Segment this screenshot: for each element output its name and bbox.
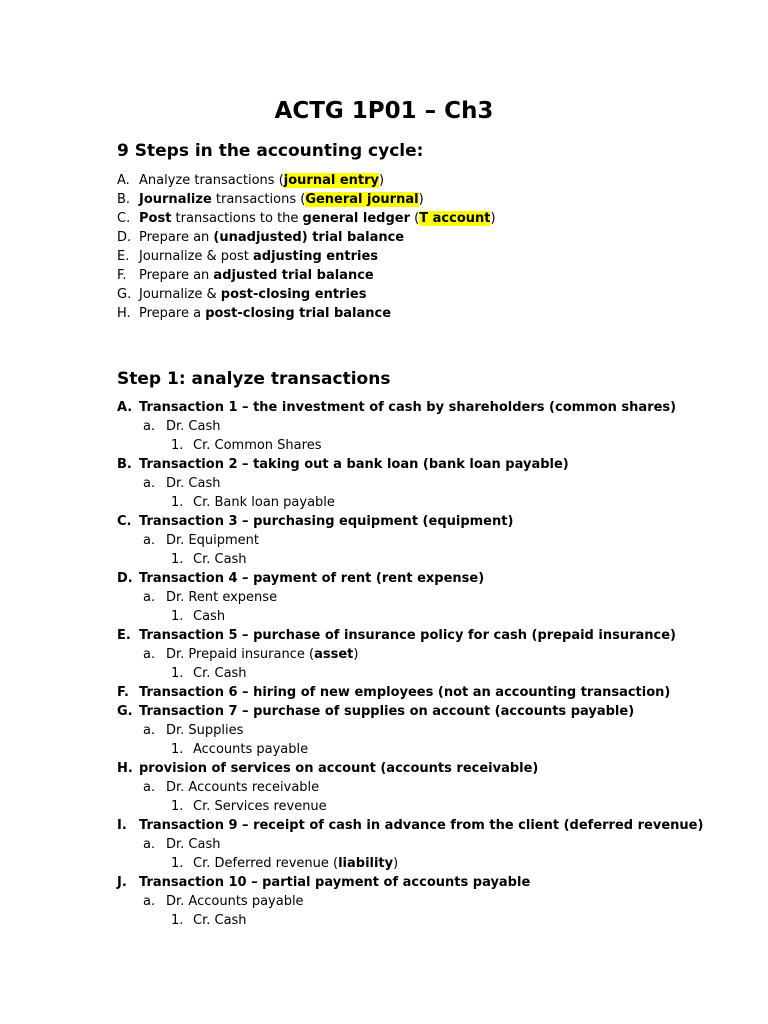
transaction-title: Transaction 10 – partial payment of accounts payable	[139, 875, 531, 890]
credit-marker: 1.	[171, 495, 184, 510]
debit-marker: a.	[143, 723, 156, 738]
transaction-marker: J.	[117, 875, 127, 890]
document-title: ACTG 1P01 – Ch3	[274, 98, 494, 124]
credit-entry: Accounts payable	[193, 742, 309, 757]
credit-entry: Cr. Cash	[193, 552, 247, 567]
transaction-title: Transaction 1 – the investment of cash by shareholders (common shares)	[139, 400, 677, 415]
cycle-step: Post transactions to the general ledger (T account)	[139, 211, 496, 226]
transaction-marker: I.	[117, 818, 127, 833]
highlighted-term: journal entry	[283, 173, 380, 188]
step1-heading: Step 1: analyze transactions	[117, 369, 391, 389]
transaction-marker: H.	[117, 761, 133, 776]
cycle-step-marker: D.	[117, 230, 132, 245]
transaction-marker: G.	[117, 704, 133, 719]
cycle-step: Journalize & post adjusting entries	[139, 249, 379, 264]
credit-entry: Cr. Services revenue	[193, 799, 327, 814]
credit-marker: 1.	[171, 552, 184, 567]
cycle-step: Journalize & post-closing entries	[139, 287, 367, 302]
cycle-step: Prepare an adjusted trial balance	[139, 268, 374, 283]
debit-entry: Dr. Cash	[166, 419, 221, 434]
transaction-marker: B.	[117, 457, 132, 472]
cycle-step-marker: E.	[117, 249, 130, 264]
credit-marker: 1.	[171, 799, 184, 814]
credit-entry: Cr. Cash	[193, 666, 247, 681]
debit-marker: a.	[143, 419, 156, 434]
transaction-marker: E.	[117, 628, 131, 643]
credit-marker: 1.	[171, 856, 184, 871]
transaction-title: Transaction 3 – purchasing equipment (equipment)	[139, 514, 514, 529]
highlighted-term: General journal	[305, 192, 419, 207]
debit-entry: Dr. Accounts receivable	[166, 780, 320, 795]
transaction-title: Transaction 9 – receipt of cash in advance from the client (deferred revenue)	[139, 818, 704, 833]
cycle-step: Journalize transactions (General journal)	[139, 192, 424, 207]
cycle-step: Prepare a post-closing trial balance	[139, 306, 392, 321]
debit-marker: a.	[143, 780, 156, 795]
credit-entry: Cr. Common Shares	[193, 438, 322, 453]
credit-entry: Cr. Cash	[193, 913, 247, 928]
debit-marker: a.	[143, 476, 156, 491]
debit-entry: Dr. Supplies	[166, 723, 244, 738]
debit-entry: Dr. Rent expense	[166, 590, 278, 605]
highlighted-term: T account	[419, 211, 491, 226]
cycle-step-marker: H.	[117, 306, 131, 321]
debit-marker: a.	[143, 533, 156, 548]
transaction-title: Transaction 6 – hiring of new employees (not an accounting transaction)	[139, 685, 671, 700]
cycle-step-marker: B.	[117, 192, 131, 207]
debit-entry: Dr. Prepaid insurance (asset)	[166, 647, 359, 662]
transaction-marker: C.	[117, 514, 132, 529]
credit-marker: 1.	[171, 609, 184, 624]
cycle-step: Prepare an (unadjusted) trial balance	[139, 230, 405, 245]
cycle-step-marker: G.	[117, 287, 132, 302]
transaction-marker: A.	[117, 400, 133, 415]
credit-entry: Cr. Bank loan payable	[193, 495, 335, 510]
debit-entry: Dr. Cash	[166, 476, 221, 491]
credit-entry: Cash	[193, 609, 226, 624]
cycle-heading: 9 Steps in the accounting cycle:	[117, 141, 424, 161]
transaction-title: Transaction 7 – purchase of supplies on account (accounts payable)	[139, 704, 635, 719]
transaction-marker: F.	[117, 685, 129, 700]
transaction-title: provision of services on account (accounts receivable)	[139, 761, 539, 776]
cycle-step: Analyze transactions (journal entry)	[139, 173, 385, 188]
debit-marker: a.	[143, 647, 156, 662]
debit-marker: a.	[143, 590, 156, 605]
credit-marker: 1.	[171, 913, 184, 928]
debit-entry: Dr. Accounts payable	[166, 894, 304, 909]
cycle-step-marker: F.	[117, 268, 127, 283]
debit-marker: a.	[143, 837, 156, 852]
cycle-step-marker: A.	[117, 173, 130, 188]
debit-entry: Dr. Equipment	[166, 533, 259, 548]
transaction-marker: D.	[117, 571, 133, 586]
transaction-title: Transaction 4 – payment of rent (rent expense)	[139, 571, 485, 586]
credit-marker: 1.	[171, 742, 184, 757]
credit-marker: 1.	[171, 666, 184, 681]
credit-marker: 1.	[171, 438, 184, 453]
debit-entry: Dr. Cash	[166, 837, 221, 852]
debit-marker: a.	[143, 894, 156, 909]
transaction-title: Transaction 5 – purchase of insurance policy for cash (prepaid insurance)	[139, 628, 676, 643]
transaction-title: Transaction 2 – taking out a bank loan (bank loan payable)	[139, 457, 569, 472]
cycle-step-marker: C.	[117, 211, 131, 226]
credit-entry: Cr. Deferred revenue (liability)	[193, 856, 399, 871]
